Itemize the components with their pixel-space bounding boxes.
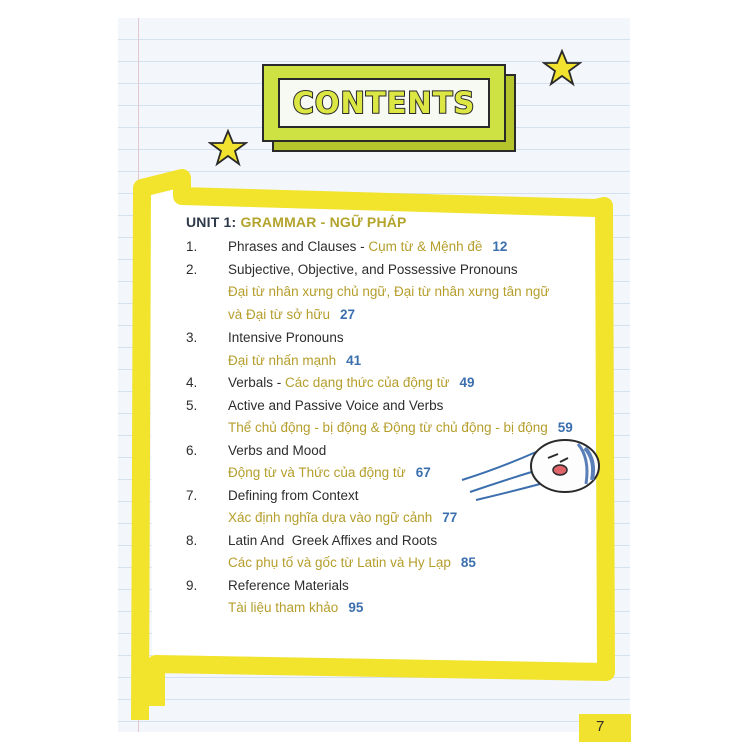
toc-entry[interactable] [186, 530, 606, 575]
entry-title-en: Verbals [228, 375, 274, 390]
entry-number: 4. [186, 375, 198, 390]
page-number-tab [579, 714, 631, 742]
entry-title-en: Subjective, Objective, and Possessive Pronouns [228, 261, 518, 277]
entry-title-vi: Cụm từ & Mệnh đề [368, 239, 483, 254]
entry-page: 12 [492, 239, 508, 254]
toc-entry[interactable] [186, 440, 606, 485]
entry-title-vi: Thể chủ động - bị động & Động từ chủ động - bị động [228, 420, 548, 435]
entry-title-vi: Động từ và Thức của động từ [228, 465, 406, 480]
entry-title-en: Active and Passive Voice and Verbs [228, 397, 444, 413]
toc-entry[interactable] [186, 259, 606, 327]
unit-prefix: UNIT 1: [186, 214, 237, 230]
star-icon [208, 128, 248, 168]
entry-page: 95 [348, 600, 364, 615]
toc-entry[interactable] [186, 327, 606, 372]
entry-title-vi: Tài liệu tham khảo [228, 600, 339, 615]
entry-page: 41 [346, 352, 362, 368]
entry-number: 2. [186, 261, 198, 277]
toc-entry[interactable]: 4. Verbals - Các dạng thức của động từ 49 [186, 372, 606, 395]
entry-page: 49 [459, 375, 475, 390]
star-icon [542, 48, 582, 88]
entry-page: 59 [557, 420, 573, 435]
entry-title-vi: Đại từ nhân xưng chủ ngữ, Đại từ nhân xưng tân ngữ [228, 284, 550, 299]
toc-entry[interactable] [186, 575, 606, 620]
entry-title-vi: Đại từ nhấn mạnh [228, 352, 337, 368]
entry-page: 27 [339, 306, 355, 322]
page-title: CONTENTS [292, 86, 476, 120]
title-box [262, 64, 514, 150]
entry-title-vi: Các phụ tố và gốc từ Latin và Hy Lạp [228, 555, 451, 570]
entry-title-vi: Xác định nghĩa dựa vào ngữ cảnh [228, 510, 433, 525]
entry-number: 3. [186, 330, 198, 345]
entry-title-en: Verbs and Mood [228, 442, 327, 458]
entry-number: 8. [186, 532, 198, 548]
table-of-contents [186, 214, 606, 620]
entry-title-en: Intensive Pronouns [228, 330, 344, 345]
toc-entry[interactable]: 1. Phrases and Clauses - Cụm từ & Mệnh đề 12 [186, 236, 606, 259]
entry-title-en: Defining from Context [228, 487, 359, 503]
unit-heading [186, 214, 606, 230]
entry-number: 5. [186, 397, 198, 413]
entry-number: 9. [186, 577, 198, 593]
entry-title-vi: và Đại từ sở hữu [228, 306, 330, 322]
entry-title-en: Reference Materials [228, 577, 349, 593]
entry-number: 1. [186, 239, 198, 254]
page-number: 7 [596, 718, 605, 735]
entry-page: 67 [415, 465, 431, 480]
toc-entry[interactable] [186, 395, 606, 440]
entry-number: 7. [186, 487, 198, 503]
entry-number: 6. [186, 442, 198, 458]
toc-entry[interactable] [186, 485, 606, 530]
entry-page: 85 [460, 555, 476, 570]
entry-title-en: Latin And Greek Affixes and Roots [228, 532, 438, 548]
entry-title-vi: Các dạng thức của động từ [285, 375, 450, 390]
unit-name: GRAMMAR - NGỮ PHÁP [240, 214, 407, 230]
entry-page: 77 [442, 510, 458, 525]
entry-title-en: Phrases and Clauses [228, 239, 357, 254]
